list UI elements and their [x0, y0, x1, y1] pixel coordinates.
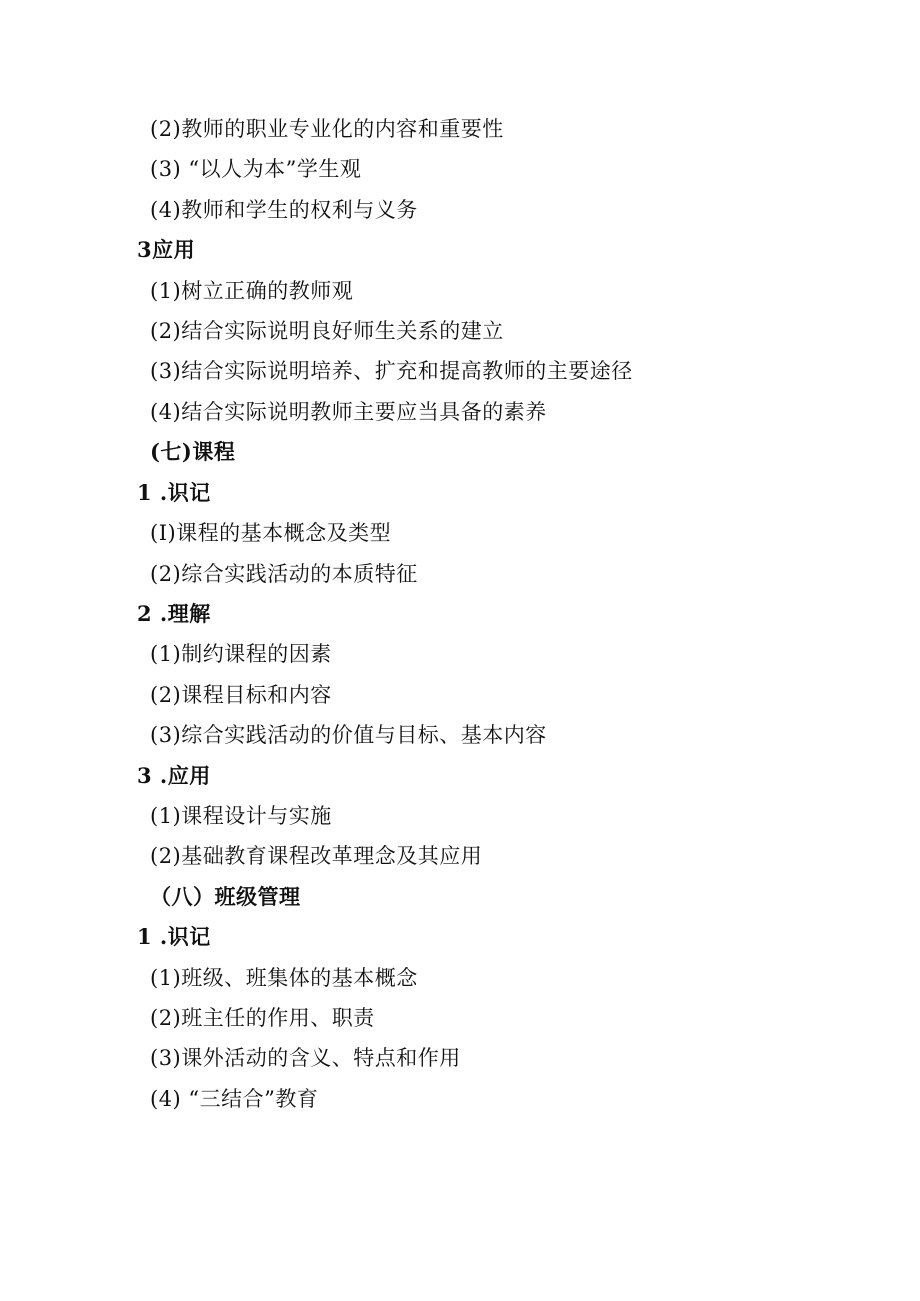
list-item: (3) “以人为本”学生观 — [150, 157, 362, 181]
list-item: (3)综合实践活动的价值与目标、基本内容 — [150, 723, 547, 747]
list-item: (1)制约课程的因素 — [150, 642, 332, 666]
list-item: (1)班级、班集体的基本概念 — [150, 966, 418, 990]
section-heading: 1 .识记 — [137, 924, 211, 949]
section-heading: 3应用 — [137, 237, 196, 262]
list-item: (4) “三结合”教育 — [150, 1087, 319, 1111]
section-heading: 2 .理解 — [137, 601, 211, 626]
list-item: (I)课程的基本概念及类型 — [150, 521, 392, 545]
list-item: (1)课程设计与实施 — [150, 804, 332, 828]
list-item: (2)课程目标和内容 — [150, 683, 332, 707]
list-item: (2)教师的职业专业化的内容和重要性 — [150, 117, 504, 141]
list-item: (4)教师和学生的权利与义务 — [150, 198, 418, 222]
section-heading: 1 .识记 — [137, 480, 211, 505]
chapter-heading: （八）班级管理 — [150, 884, 301, 909]
chapter-heading: (七)课程 — [150, 439, 236, 464]
list-item: (1)树立正确的教师观 — [150, 279, 354, 303]
section-heading: 3 .应用 — [137, 763, 211, 788]
list-item: (4)结合实际说明教师主要应当具备的素养 — [150, 400, 547, 424]
list-item: (2)结合实际说明良好师生关系的建立 — [150, 319, 504, 343]
list-item: (2)基础教育课程改革理念及其应用 — [150, 844, 483, 868]
list-item: (3)结合实际说明培养、扩充和提高教师的主要途径 — [150, 359, 633, 383]
list-item: (2)班主任的作用、职责 — [150, 1006, 375, 1030]
list-item: (2)综合实践活动的本质特征 — [150, 562, 418, 586]
list-item: (3)课外活动的含义、特点和作用 — [150, 1046, 461, 1070]
